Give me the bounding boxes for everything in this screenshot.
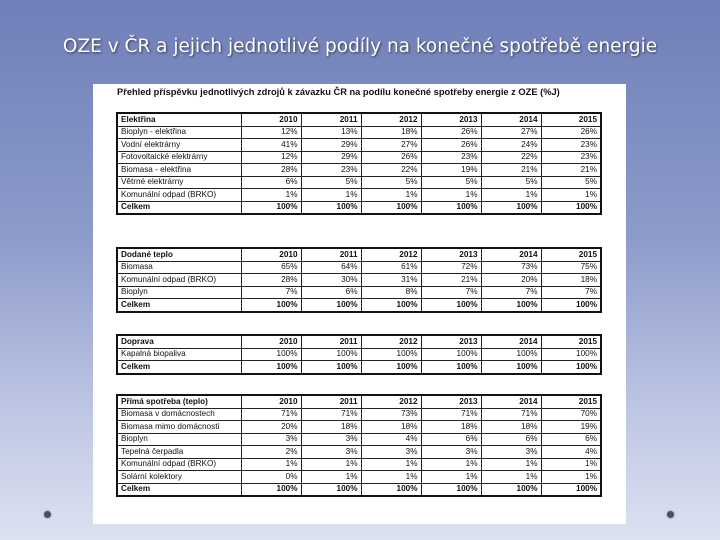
row-label: Celkem	[117, 483, 241, 496]
cell-value: 2011	[301, 395, 361, 408]
cell-value: 1%	[421, 471, 481, 484]
cell-value: 5%	[361, 176, 421, 189]
row-label: Dodané teplo	[117, 248, 241, 261]
table-total-row	[117, 201, 601, 214]
table-row	[117, 176, 601, 189]
table-row	[117, 421, 601, 434]
cell-value: 2011	[301, 113, 361, 126]
cell-value: 2010	[241, 395, 301, 408]
cell-value: 100%	[481, 348, 541, 361]
cell-value: 5%	[421, 176, 481, 189]
cell-value: 1%	[421, 458, 481, 471]
cell-value: 26%	[421, 126, 481, 139]
cell-value: 1%	[361, 471, 421, 484]
row-label: Komunální odpad (BRKO)	[117, 458, 241, 471]
cell-value: 2015	[541, 395, 601, 408]
cell-value: 5%	[301, 176, 361, 189]
cell-value: 18%	[541, 274, 601, 287]
cell-value: 23%	[541, 139, 601, 152]
cell-value: 100%	[481, 361, 541, 374]
row-label: Komunální odpad (BRKO)	[117, 189, 241, 202]
table-row	[117, 286, 601, 299]
cell-value: 71%	[241, 408, 301, 421]
cell-value: 1%	[361, 189, 421, 202]
cell-value: 100%	[241, 348, 301, 361]
cell-value: 41%	[241, 139, 301, 152]
cell-value: 26%	[541, 126, 601, 139]
table-row	[117, 126, 601, 139]
cell-value: 100%	[361, 483, 421, 496]
cell-value: 2013	[421, 248, 481, 261]
cell-value: 29%	[301, 151, 361, 164]
row-label: Bioplyn - elektřina	[117, 126, 241, 139]
row-label: Solární kolektory	[117, 471, 241, 484]
cell-value: 100%	[541, 483, 601, 496]
table-total-row	[117, 361, 601, 374]
table-row	[117, 261, 601, 274]
cell-value: 12%	[241, 151, 301, 164]
cell-value: 19%	[541, 421, 601, 434]
cell-value: 13%	[301, 126, 361, 139]
cell-value: 2010	[241, 113, 301, 126]
cell-value: 3%	[421, 446, 481, 459]
table-row	[117, 164, 601, 177]
row-label: Celkem	[117, 299, 241, 312]
cell-value: 2012	[361, 335, 421, 348]
cell-value: 2013	[421, 395, 481, 408]
cell-value: 2014	[481, 113, 541, 126]
table-total-row	[117, 483, 601, 496]
cell-value: 70%	[541, 408, 601, 421]
cell-value: 3%	[481, 446, 541, 459]
cell-value: 100%	[241, 299, 301, 312]
row-label: Větrné elektrárny	[117, 176, 241, 189]
cell-value: 8%	[361, 286, 421, 299]
cell-value: 18%	[481, 421, 541, 434]
cell-value: 5%	[481, 176, 541, 189]
nav-dot-left[interactable]	[44, 511, 51, 518]
cell-value: 19%	[421, 164, 481, 177]
cell-value: 1%	[421, 189, 481, 202]
cell-value: 100%	[421, 201, 481, 214]
cell-value: 2014	[481, 248, 541, 261]
cell-value: 18%	[421, 421, 481, 434]
cell-value: 1%	[481, 471, 541, 484]
cell-value: 100%	[301, 299, 361, 312]
cell-value: 100%	[361, 201, 421, 214]
cell-value: 22%	[481, 151, 541, 164]
cell-value: 100%	[301, 361, 361, 374]
cell-value: 100%	[421, 483, 481, 496]
cell-value: 100%	[241, 361, 301, 374]
row-label: Doprava	[117, 335, 241, 348]
cell-value: 100%	[241, 201, 301, 214]
cell-value: 100%	[301, 348, 361, 361]
cell-value: 100%	[421, 299, 481, 312]
cell-value: 2012	[361, 395, 421, 408]
row-label: Elektřina	[117, 113, 241, 126]
table-total-row	[117, 299, 601, 312]
slide-title: OZE v ČR a jejich jednotlivé podíly na konečné spotřebě energie	[62, 36, 658, 57]
table-row	[117, 189, 601, 202]
cell-value: 1%	[481, 189, 541, 202]
cell-value: 28%	[241, 274, 301, 287]
table-row	[117, 348, 601, 361]
cell-value: 4%	[541, 446, 601, 459]
cell-value: 23%	[301, 164, 361, 177]
cell-value: 2014	[481, 335, 541, 348]
cell-value: 18%	[361, 126, 421, 139]
cell-value: 61%	[361, 261, 421, 274]
cell-value: 2010	[241, 335, 301, 348]
row-label: Biomasa	[117, 261, 241, 274]
cell-value: 6%	[541, 433, 601, 446]
cell-value: 75%	[541, 261, 601, 274]
cell-value: 1%	[541, 458, 601, 471]
cell-value: 1%	[301, 458, 361, 471]
row-label: Bioplyn	[117, 433, 241, 446]
cell-value: 29%	[301, 139, 361, 152]
cell-value: 27%	[481, 126, 541, 139]
cell-value: 3%	[301, 433, 361, 446]
cell-value: 18%	[301, 421, 361, 434]
cell-value: 2011	[301, 335, 361, 348]
row-label: Kapalná biopaliva	[117, 348, 241, 361]
cell-value: 71%	[301, 408, 361, 421]
cell-value: 2011	[301, 248, 361, 261]
cell-value: 100%	[541, 348, 601, 361]
cell-value: 2015	[541, 248, 601, 261]
cell-value: 100%	[481, 201, 541, 214]
table-row	[117, 151, 601, 164]
cell-value: 100%	[241, 483, 301, 496]
cell-value: 2013	[421, 113, 481, 126]
row-label: Biomasa mimo domácnosti	[117, 421, 241, 434]
row-label: Celkem	[117, 361, 241, 374]
table-row	[117, 408, 601, 421]
table-row	[117, 433, 601, 446]
cell-value: 7%	[541, 286, 601, 299]
table-header-row	[117, 335, 601, 348]
cell-value: 23%	[541, 151, 601, 164]
cell-value: 1%	[541, 471, 601, 484]
cell-value: 100%	[541, 299, 601, 312]
cell-value: 28%	[241, 164, 301, 177]
cell-value: 100%	[541, 361, 601, 374]
cell-value: 1%	[301, 471, 361, 484]
cell-value: 20%	[241, 421, 301, 434]
row-label: Vodní elektrárny	[117, 139, 241, 152]
row-label: Komunální odpad (BRKO)	[117, 274, 241, 287]
table-direct-consumption	[116, 394, 602, 497]
cell-value: 6%	[241, 176, 301, 189]
cell-value: 100%	[421, 348, 481, 361]
cell-value: 26%	[421, 139, 481, 152]
cell-value: 1%	[241, 189, 301, 202]
cell-value: 3%	[361, 446, 421, 459]
cell-value: 4%	[361, 433, 421, 446]
row-label: Biomasa - elektřina	[117, 164, 241, 177]
cell-value: 100%	[361, 361, 421, 374]
row-label: Tepelná čerpadla	[117, 446, 241, 459]
cell-value: 65%	[241, 261, 301, 274]
cell-value: 21%	[541, 164, 601, 177]
cell-value: 7%	[241, 286, 301, 299]
document-panel	[93, 84, 626, 524]
cell-value: 6%	[421, 433, 481, 446]
cell-value: 24%	[481, 139, 541, 152]
cell-value: 71%	[421, 408, 481, 421]
cell-value: 1%	[541, 189, 601, 202]
cell-value: 100%	[541, 201, 601, 214]
cell-value: 12%	[241, 126, 301, 139]
cell-value: 72%	[421, 261, 481, 274]
cell-value: 2013	[421, 335, 481, 348]
cell-value: 1%	[301, 189, 361, 202]
row-label: Celkem	[117, 201, 241, 214]
table-heat	[116, 247, 602, 313]
cell-value: 2%	[241, 446, 301, 459]
cell-value: 18%	[361, 421, 421, 434]
cell-value: 64%	[301, 261, 361, 274]
cell-value: 100%	[481, 299, 541, 312]
cell-value: 6%	[481, 433, 541, 446]
table-header-row	[117, 395, 601, 408]
cell-value: 100%	[361, 348, 421, 361]
cell-value: 21%	[481, 164, 541, 177]
cell-value: 100%	[301, 483, 361, 496]
cell-value: 2015	[541, 335, 601, 348]
table-header-row	[117, 113, 601, 126]
table-transport	[116, 334, 602, 375]
cell-value: 100%	[421, 361, 481, 374]
cell-value: 73%	[481, 261, 541, 274]
table-header-row	[117, 248, 601, 261]
cell-value: 6%	[301, 286, 361, 299]
row-label: Biomasa v domácnostech	[117, 408, 241, 421]
cell-value: 100%	[481, 483, 541, 496]
table-row	[117, 139, 601, 152]
cell-value: 7%	[481, 286, 541, 299]
cell-value: 5%	[541, 176, 601, 189]
cell-value: 2014	[481, 395, 541, 408]
cell-value: 100%	[361, 299, 421, 312]
cell-value: 26%	[361, 151, 421, 164]
table-row	[117, 471, 601, 484]
cell-value: 22%	[361, 164, 421, 177]
cell-value: 2012	[361, 248, 421, 261]
table-row	[117, 458, 601, 471]
table-row	[117, 446, 601, 459]
cell-value: 3%	[301, 446, 361, 459]
cell-value: 20%	[481, 274, 541, 287]
cell-value: 2012	[361, 113, 421, 126]
table-electricity	[116, 112, 602, 215]
document-heading: Přehled příspěvku jednotlivých zdrojů k závazku ČR na podílu konečné spotřeby energie z OZE (%J)	[117, 87, 560, 97]
row-label: Fotovoltaické elektrárny	[117, 151, 241, 164]
row-label: Bioplyn	[117, 286, 241, 299]
cell-value: 2010	[241, 248, 301, 261]
cell-value: 3%	[241, 433, 301, 446]
cell-value: 21%	[421, 274, 481, 287]
cell-value: 73%	[361, 408, 421, 421]
row-label: Přímá spotřeba (teplo)	[117, 395, 241, 408]
nav-dot-right[interactable]	[667, 511, 674, 518]
table-row	[117, 274, 601, 287]
cell-value: 1%	[241, 458, 301, 471]
cell-value: 23%	[421, 151, 481, 164]
cell-value: 1%	[481, 458, 541, 471]
cell-value: 27%	[361, 139, 421, 152]
cell-value: 0%	[241, 471, 301, 484]
cell-value: 30%	[301, 274, 361, 287]
cell-value: 71%	[481, 408, 541, 421]
cell-value: 100%	[301, 201, 361, 214]
cell-value: 2015	[541, 113, 601, 126]
cell-value: 31%	[361, 274, 421, 287]
cell-value: 7%	[421, 286, 481, 299]
cell-value: 1%	[361, 458, 421, 471]
